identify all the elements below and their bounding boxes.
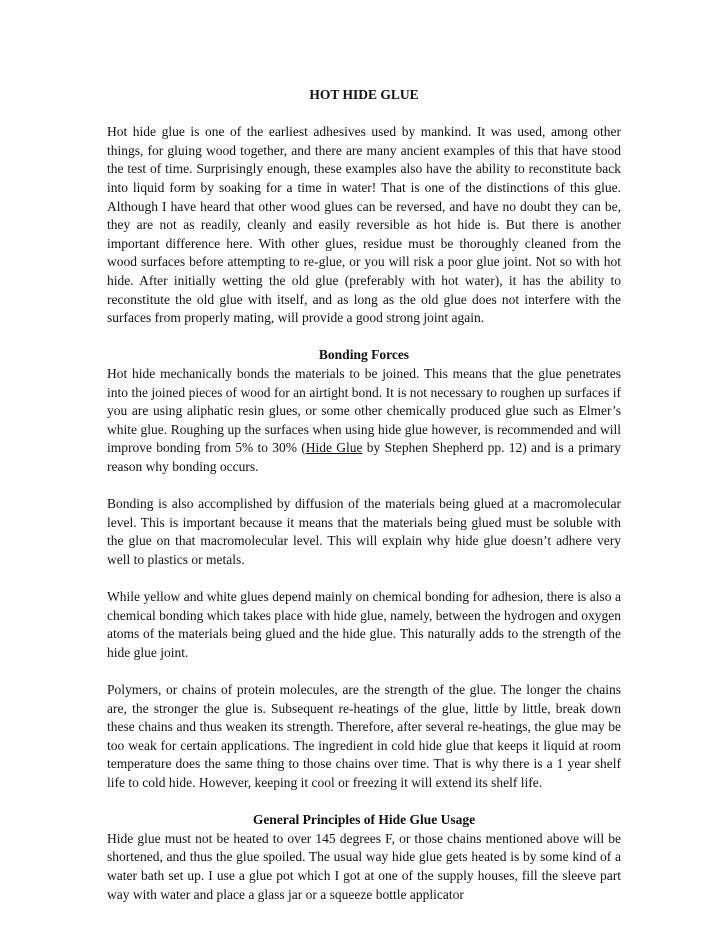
- principles-paragraph-1: Hide glue must not be heated to over 145 degrees F, or those chains mentioned above will be shortened, and thus the glue spoiled. The usual way hide glue gets heated is by some kind of a water bath set up. I use a glue pot which I got at one of the supply houses, fill the sleeve part way with water and place a glass jar or a squeeze bottle applicator: [107, 830, 621, 902]
- hide-glue-book-title: Hide Glue: [305, 440, 363, 456]
- bonding-p1-text-start: Hot hide mechanically bonds the materials to be joined. This means that the glue penetrates into the joined pieces of wood for an airtight bond. It is not necessary to roughen up surfaces if you are using aliphatic resin glues, or some other chemically produced glue such as Elmer’s white glue. Roughing up the surfaces when using hide glue however, is recommended and will improve bonding from 5% to 30% (: [107, 365, 621, 456]
- bonding-paragraph-4: Polymers, or chains of protein molecules, are the strength of the glue. The longer the chains are, the stronger the glue is. Subsequent re-heatings of the glue, little by little, break down these chains and thus weaken its strength. Therefore, after several re-heatings, the glue may be too weak for certain applications. The ingredient in cold hide glue that keeps it liquid at room temperature does the same thing to those chains over time. That is why there is a 1 year shelf life to cold hide. However, keeping it cool or freezing it will extend its shelf life.: [107, 682, 621, 790]
- page-title: HOT HIDE GLUE: [309, 87, 419, 102]
- bonding-paragraph-2: Bonding is also accomplished by diffusion of the materials being glued at a macromolecular level. This is important because it means that the materials being glued must be soluble with the glue on that macromolecular level. This will explain why hide glue doesn’t adhere very well to plastics or metals.: [107, 496, 621, 567]
- bonding-paragraph-3: While yellow and white glues depend mainly on chemical bonding for adhesion, there is also a chemical bonding which takes place with hide glue, namely, between the hydrogen and oxygen atoms of the materials being glued and the hide glue. This naturally adds to the strength of the hide glue joint.: [107, 589, 621, 660]
- section-heading-general-principles: General Principles of Hide Glue Usage: [252, 812, 476, 828]
- section-heading-bonding-forces: Bonding Forces: [318, 347, 410, 363]
- bonding-p1-text-end: by Stephen Shepherd pp. 12) and is a primary reason why bonding occurs.: [107, 440, 621, 474]
- intro-paragraph: Hot hide glue is one of the earliest adhesives used by mankind. It was used, among other things, for gluing wood together, and there are many ancient examples of this that have stood the test of time. Surprisingly enough, these examples also have the ability to reconstitute back into liquid form by soaking for a time in water! That is one of the distinctions of this glue. Although I have heard that other wood glues can be reversed, and have no doubt they can be, they are not as readily, cleanly and easily reversible as hot hide is. But there is another important difference here. With other glues, residue must be thoroughly cleaned from the wood surfaces before attempting to re-glue, or you will risk a poor glue joint. Not so with hot hide. After initially wetting the old glue (preferably with hot water), it has the ability to reconstitute the old glue with itself, and as long as the old glue does not interfere with the surfaces from properly mating, will provide a good strong joint again.: [107, 124, 621, 326]
- bonding-paragraph-1: [107, 365, 621, 477]
